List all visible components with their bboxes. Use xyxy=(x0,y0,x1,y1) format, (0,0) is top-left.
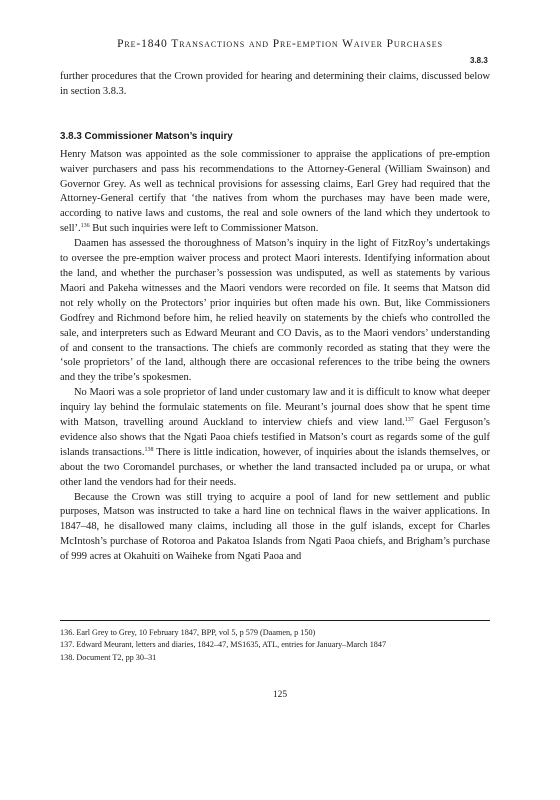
paragraph-text: Gael Ferguson’s evidence also shows that the Ngati Paoa chiefs testified in Matson’s court as regards some of the gulf islands transactions. xyxy=(60,417,490,458)
paragraph-text: Daamen has assessed the thoroughness of Matson’s inquiry in the light of FitzRoy’s undertakings to oversee the pre-emption waiver process and protect Maori interests. Identifying information about the land, and whether the purchaser’s possession was undisputed, as well as statements by various Maori and Pakeha witnesses and the Maori vendors were recorded on file. It seems that Matson did not rely wholly on the Protectors’ prior inquiries but often made his own. But, like Commissioners Godfrey and Richmond before him, he relied heavily on statements by the chiefs who controlled the sale, and interpreters such as Edward Meurant and CO Davis, as to the Maori vendors’ understanding of and consent to the transactions. The chiefs are commonly recorded as stating that they were the ‘sole proprietors’ of the land, although there are occasional references to the tribe being the owners and they the tribe’s spokesmen. xyxy=(60,238,490,384)
footnote-ref-136[interactable]: 136 xyxy=(80,223,90,230)
section-heading: 3.8.3 Commissioner Matson’s inquiry xyxy=(60,130,233,142)
footnote-divider xyxy=(60,620,490,621)
paragraph-text: Because the Crown was still trying to acquire a pool of land for new settlement and public purposes, Matson was instructed to take a hard line on technical flaws in the waiver applications. In 1847–48, he disallowed many claims, including all those in the gulf islands, except for Charles McIntosh’s purchase of Rotoroa and Pakatoa Islands from Ngati Paoa chiefs, and Brigham’s purchase of 999 acres at Okahuiti on Waiheke from Ngati Paoa and xyxy=(60,491,490,563)
paragraph-text: But such inquiries were left to Commissioner Matson. xyxy=(89,223,319,235)
paragraph-text: There is little indication, however, of inquiries about the islands themselves, or about the two Coromandel purchases, or whether the land transacted included pa or urupa, or what other land the vendors had for their needs. xyxy=(60,446,490,488)
intro-paragraph: further procedures that the Crown provided for hearing and determining their claims, discussed below in section 3.8.3. xyxy=(60,71,490,97)
footnote-137: 137. Edward Meurant, letters and diaries, 1842–47, MS1635, ATL, entries for January–March 1847 xyxy=(60,640,387,650)
paragraph-text: No Maori was a sole proprietor of land under customary law and it is difficult to know what deeper inquiry lay behind the formulaic statements on file. Meurant’s journal does show that he spent time with Matson, travelling around Auckland to interview chiefs and view land. xyxy=(60,387,490,429)
page-number: 125 xyxy=(272,690,288,700)
section-marker: 3.8.3 xyxy=(470,56,488,65)
footnote-ref-138[interactable]: 138 xyxy=(144,446,154,453)
footnote-138: 138. Document T2, pp 30–31 xyxy=(60,652,157,662)
paragraph-3 xyxy=(60,386,490,490)
paragraph-4 xyxy=(60,491,490,566)
footnote-ref-137[interactable]: 137 xyxy=(404,417,414,424)
paragraph-2 xyxy=(60,237,490,386)
body-text xyxy=(60,70,490,565)
footnotes xyxy=(60,627,490,664)
running-head: Pre-1840 Transactions and Pre-emption Waiver Purchases xyxy=(117,38,443,50)
paragraph-text: Henry Matson was appointed as the sole commissioner to appraise the applications of pre-emption waiver purchasers and pass his recommendations to the Attorney-General (William Swainson) and Governor Grey. As well as technical provisions for assessing claims, Earl Grey had required that the Attorney-General certify that ‘the natives from whom the purchases may have been made were, according to native laws and customs, the real and sole owners of the land which they undertook to sell’. xyxy=(60,148,490,235)
footnote-136: 136. Earl Grey to Grey, 10 February 1847, BPP, vol 5, p 579 (Daamen, p 150) xyxy=(60,628,316,637)
paragraph-1 xyxy=(60,148,490,237)
